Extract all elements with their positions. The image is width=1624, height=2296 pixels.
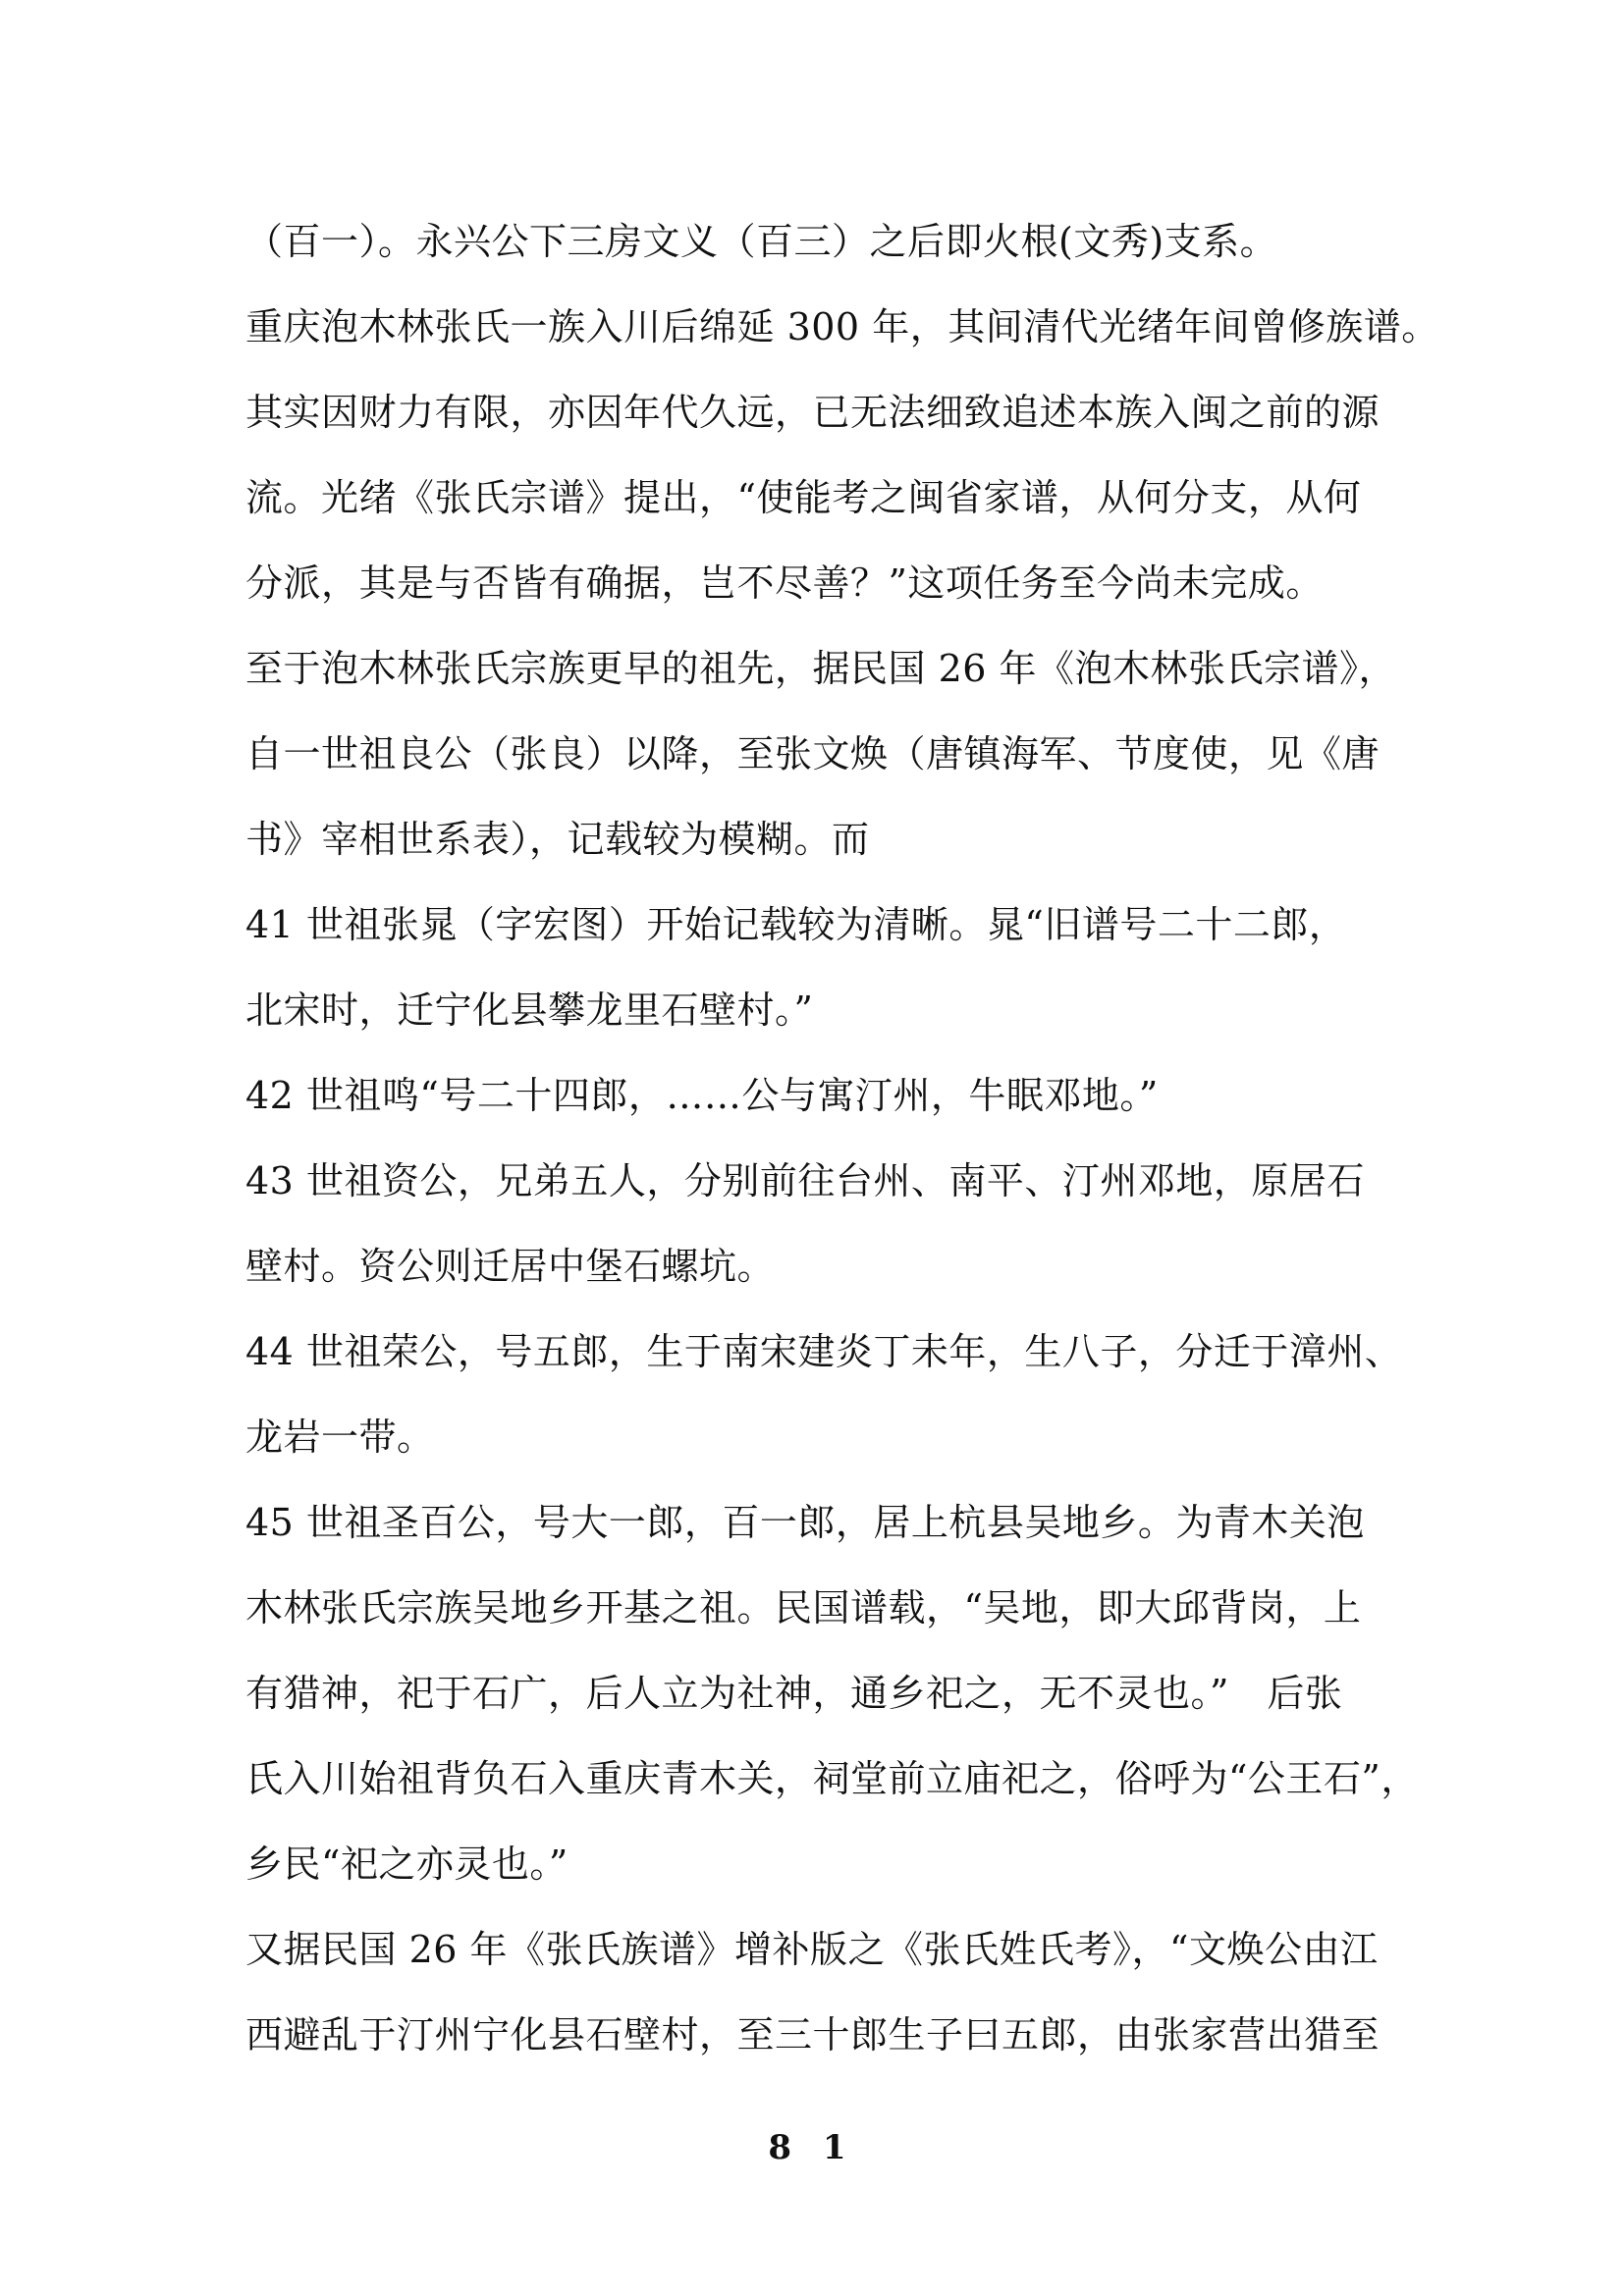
text-line: 自一世祖良公（张良）以降，至张文焕（唐镇海军、节度使，见《唐 bbox=[245, 732, 1380, 775]
text-line: （百一）。永兴公下三房文义（百三）之后即火根(文秀)支系。 bbox=[245, 220, 1278, 263]
text-line: 氏入川始祖背负石入重庆青木关，祠堂前立庙祀之，俗呼为“公王石”， bbox=[245, 1757, 1419, 1800]
text-line: 壁村。资公则迁居中堡石螺坑。 bbox=[245, 1245, 776, 1288]
text-line: 西避乱于汀州宁化县石壁村，至三十郎生子曰五郎，由张家营出猎至 bbox=[245, 2013, 1380, 2056]
text-line: 45 世祖圣百公，号大一郎，百一郎，居上杭县吴地乡。为青木关泡 bbox=[245, 1501, 1365, 1544]
text-line: 木林张氏宗族吴地乡开基之祖。民国谱载，“吴地，即大邱背岗，上 bbox=[245, 1586, 1362, 1629]
text-line: 书》宰相世系表），记载较为模糊。而 bbox=[245, 818, 870, 861]
text-line: 乡民“祀之亦灵也。” bbox=[245, 1842, 568, 1886]
text-line: 其实因财力有限，亦因年代久远，已无法细致追述本族入闽之前的源 bbox=[245, 391, 1380, 434]
text-line: 至于泡木林张氏宗族更早的祖先，据民国 26 年《泡木林张氏宗谱》， bbox=[245, 647, 1397, 690]
text-line: 有猎神，祀于石广，后人立为社神，通乡祀之，无不灵也。” 后张 bbox=[245, 1672, 1343, 1715]
text-line: 分派，其是与否皆有确据，岂不尽善？”这项任务至今尚未完成。 bbox=[245, 561, 1324, 605]
text-line: 流。光绪《张氏宗谱》提出，“使能考之闽省家谱，从何分支，从何 bbox=[245, 476, 1362, 519]
text-line: 44 世祖荣公，号五郎，生于南宋建炎丁未年，生八子，分迁于漳州、 bbox=[245, 1330, 1403, 1373]
page-number: 8 1 bbox=[768, 2128, 856, 2167]
text-line: 43 世祖资公，兄弟五人，分别前往台州、南平、汀州邓地，原居石 bbox=[245, 1159, 1365, 1202]
text-line: 42 世祖鸣“号二十四郎，……公与寓汀州，牛眠邓地。” bbox=[245, 1074, 1159, 1117]
text-line: 又据民国 26 年《张氏族谱》增补版之《张氏姓氏考》，“文焕公由江 bbox=[245, 1928, 1379, 1971]
text-line: 北宋时，迁宁化县攀龙里石壁村。” bbox=[245, 988, 814, 1032]
text-line: 重庆泡木林张氏一族入川后绵延 300 年，其间清代光绪年间曾修族谱。 bbox=[245, 305, 1439, 348]
text-line: 41 世祖张晁（字宏图）开始记载较为清晰。晁“旧谱号二十二郎， bbox=[245, 903, 1347, 946]
text-line: 龙岩一带。 bbox=[245, 1415, 435, 1459]
